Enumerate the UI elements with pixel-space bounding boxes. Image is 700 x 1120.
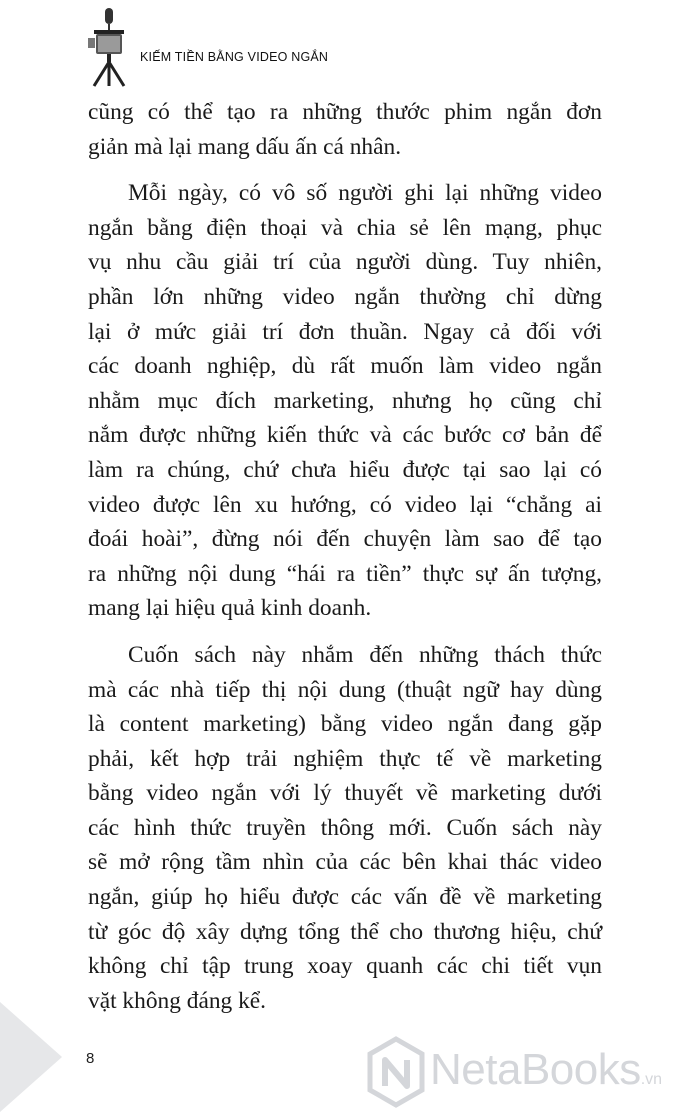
text-line: ra những nội dung “hái ra tiền” thực sự ấn tượng, — [88, 560, 602, 587]
text-line: các doanh nghiệp, dù rất muốn làm video ngắn — [88, 353, 602, 380]
watermark-text — [430, 1045, 662, 1095]
text-line: lại ở mức giải trí đơn thuần. Ngay cả đối với — [88, 318, 602, 345]
text-line: không chỉ tập trung xoay quanh các chi tiết vụn — [88, 953, 602, 980]
tripod-phone-icon — [84, 6, 134, 88]
text-line: giản mà lại mang dấu ấn cá nhân. — [88, 133, 402, 160]
text-line: cũng có thể tạo ra những thước phim ngắn đơn — [88, 99, 602, 125]
corner-triangle-decoration — [0, 1002, 62, 1112]
body-text — [88, 95, 602, 1018]
text-line: ngắn, giúp họ hiểu được các vấn đề về marketing — [88, 884, 602, 911]
text-line: phần lớn những video ngắn thường chỉ dừng — [88, 283, 602, 310]
text-line: phải, kết hợp trải nghiệm thực tế về marketing — [88, 745, 602, 772]
watermark-brand: NetaBooks — [430, 1045, 641, 1094]
text-line: đoái hoài”, đừng nói đến chuyện làm sao để tạo — [88, 526, 602, 553]
text-line: mà các nhà tiếp thị nội dung (thuật ngữ hay dùng — [88, 676, 602, 703]
watermark-suffix: .vn — [640, 1071, 663, 1088]
text-line: vặt không đáng kể. — [88, 987, 266, 1014]
text-line: bằng video ngắn với lý thuyết về marketing dưới — [88, 780, 602, 807]
page-number: 8 — [86, 1050, 95, 1067]
text-line: Mỗi ngày, có vô số người ghi lại những video — [128, 180, 602, 207]
page-header — [0, 0, 700, 90]
text-line: Cuốn sách này nhắm đến những thách thức — [128, 641, 602, 668]
text-line: là content marketing) bằng video ngắn đang gặp — [88, 711, 602, 738]
text-line: nhằm mục đích marketing, nhưng họ cũng chỉ — [88, 387, 602, 414]
text-line: các hình thức truyền thông mới. Cuốn sách này — [88, 814, 602, 841]
netabooks-watermark — [366, 1034, 696, 1114]
text-line: từ góc độ xây dựng tổng thể cho thương hiệu, chứ — [88, 918, 602, 945]
text-line: làm ra chúng, chứ chưa hiểu được tại sao lại có — [88, 456, 602, 483]
text-line: mang lại hiệu quả kinh doanh. — [88, 595, 372, 622]
netabooks-hexagon-n-icon — [366, 1036, 426, 1108]
text-line: nắm được những kiến thức và các bước cơ bản để — [88, 422, 602, 449]
text-line: ngắn bằng điện thoại và chia sẻ lên mạng, phục — [88, 214, 602, 241]
running-title: KIẾM TIỀN BẰNG VIDEO NGẮN — [140, 50, 329, 64]
text-line: sẽ mở rộng tầm nhìn của các bên khai thác video — [88, 849, 602, 876]
text-line: vụ nhu cầu giải trí của người dùng. Tuy nhiên, — [88, 249, 602, 276]
text-line: video được lên xu hướng, có video lại “chẳng ai — [88, 491, 602, 518]
